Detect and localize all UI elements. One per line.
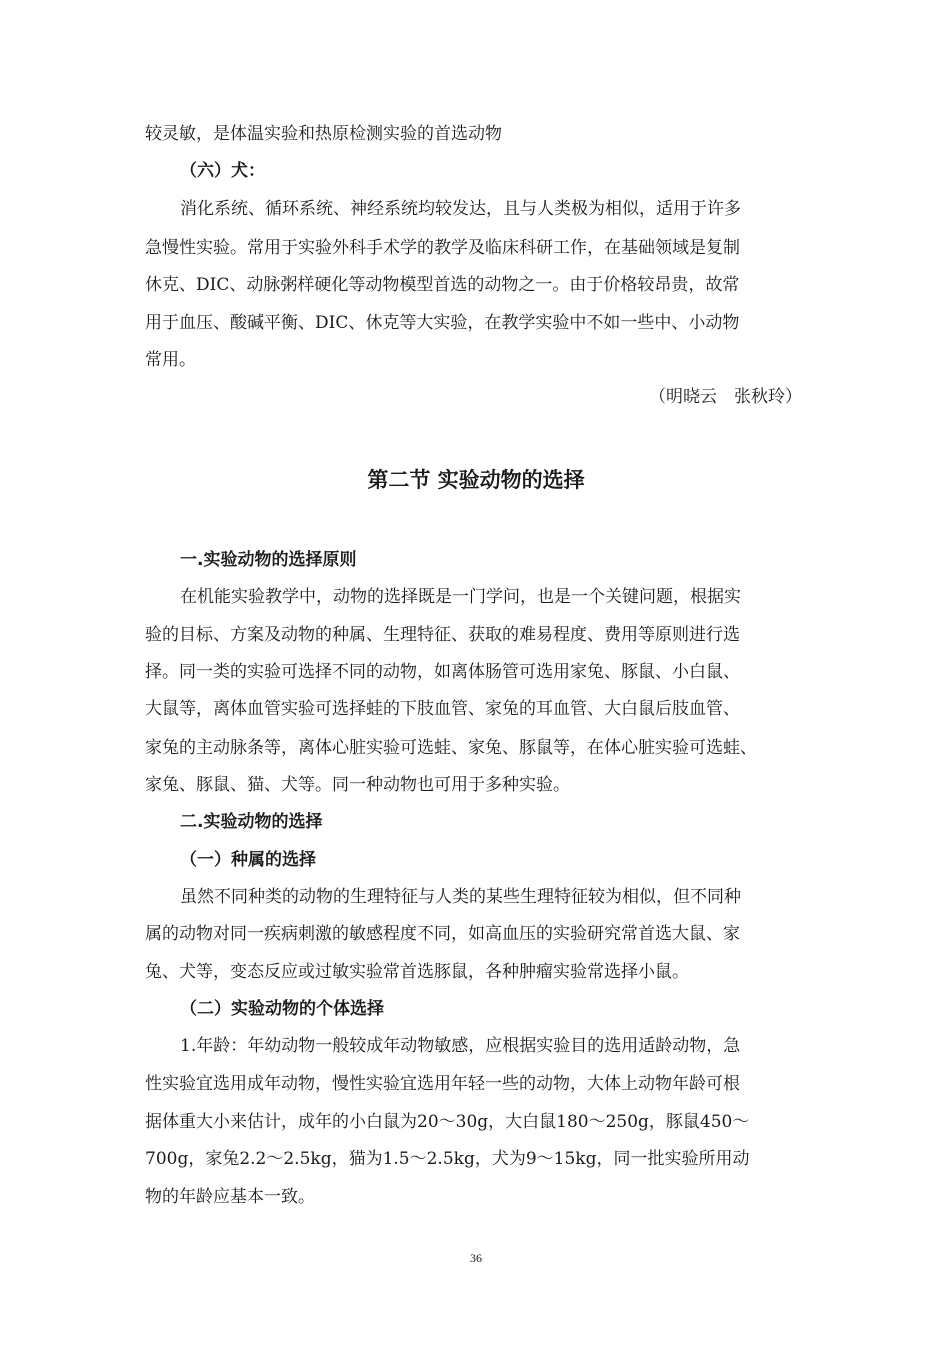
text-line: 属的动物对同一疾病刺激的敏感程度不同，如高血压的实验研究常首选大鼠、家 (145, 924, 740, 944)
text-line: 大鼠等，离体血管实验可选择蛙的下肢血管、家兔的耳血管、大白鼠后肢血管、 (145, 699, 740, 719)
text-line: 急慢性实验。常用于实验外科手术学的教学及临床科研工作，在基础领域是复制 (145, 238, 740, 258)
text-line: 择。同一类的实验可选择不同的动物，如离体肠管可选用家兔、豚鼠、小白鼠、 (145, 662, 740, 682)
text-line: 虽然不同种类的动物的生理特征与人类的某些生理特征较为相似，但不同种 (180, 887, 741, 907)
text-line: 物的年龄应基本一致。 (145, 1187, 315, 1207)
text-line: 700g，家兔2.2～2.5kg，猫为1.5～2.5kg，犬为9～15kg，同一批实验所用动 (145, 1149, 750, 1169)
text-line: 兔、犬等，变态反应或过敏实验常首选豚鼠，各种肿瘤实验常选择小鼠。 (145, 962, 689, 982)
text-line: 验的目标、方案及动物的种属、生理特征、获取的难易程度、费用等原则进行选 (145, 625, 740, 645)
text-line: 家兔、豚鼠、猫、犬等。同一种动物也可用于多种实验。 (145, 775, 570, 795)
text-line: 用于血压、酸碱平衡、DIC、休克等大实验，在教学实验中不如一些中、小动物 (145, 313, 740, 333)
section-title: 第二节 实验动物的选择 (367, 468, 585, 492)
subheading-individual: （二）实验动物的个体选择 (180, 999, 384, 1019)
heading-principles: 一.实验动物的选择原则 (180, 550, 357, 570)
text-line: 常用。 (145, 350, 196, 370)
text-line: 家兔的主动脉条等，离体心脏实验可选蛙、家兔、豚鼠等，在体心脏实验可选蛙、 (145, 738, 757, 758)
page-number: 36 (470, 1251, 482, 1265)
subheading-species: （一）种属的选择 (180, 850, 316, 870)
text-line: 性实验宜选用成年动物，慢性实验宜选用年轻一些的动物，大体上动物年龄可根 (145, 1074, 740, 1094)
text-line: 1.年龄：年幼动物一般较成年动物敏感，应根据实验目的选用适龄动物，急 (180, 1036, 741, 1056)
text-line: 休克、DIC、动脉粥样硬化等动物模型首选的动物之一。由于价格较昂贵，故常 (145, 275, 740, 295)
heading-selection: 二.实验动物的选择 (180, 812, 323, 832)
subheading-dog: （六）犬： (180, 161, 265, 181)
text-line: 较灵敏，是体温实验和热原检测实验的首选动物 (145, 124, 502, 144)
author-credit: （明晓云 张秋玲） (649, 387, 802, 407)
text-line: 据体重大小来估计，成年的小白鼠为20～30g，大白鼠180～250g，豚鼠450～ (145, 1112, 750, 1132)
text-line: 消化系统、循环系统、神经系统均较发达，且与人类极为相似，适用于许多 (180, 199, 741, 219)
text-line: 在机能实验教学中，动物的选择既是一门学问，也是一个关键问题，根据实 (180, 587, 741, 607)
